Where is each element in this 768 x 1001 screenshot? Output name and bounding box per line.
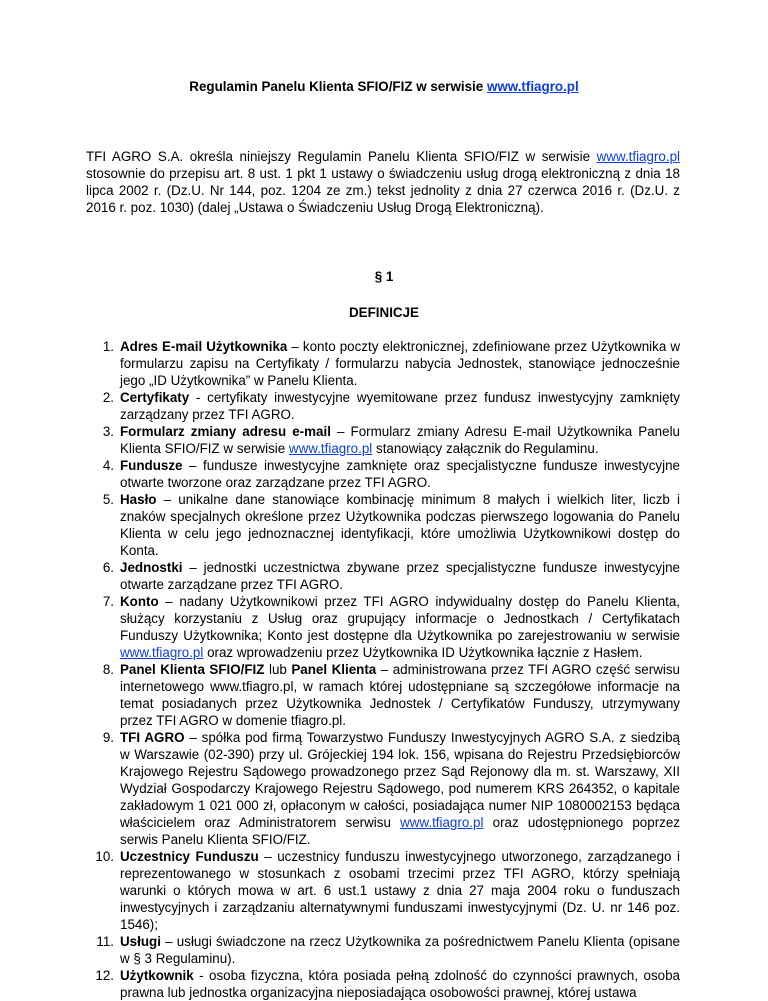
definitions-list [86, 338, 680, 1001]
definition-item: 5. Hasło – unikalne dane stanowiące kombinację minimum 8 małych i wielkich liter, liczb i znaków specjalnych określone przez Użytkownika podczas pierwszego logowania do Panelu Klienta w celu jego jednoznacznej identyfikacji, które umożliwia Użytkownikowi dostęp do Konta. [86, 491, 680, 559]
definition-term: Konto [120, 594, 159, 609]
intro-link[interactable]: www.tfiagro.pl [596, 149, 680, 164]
definition-term: Fundusze [120, 458, 183, 473]
item-number: 7. [102, 594, 114, 609]
title-link[interactable]: www.tfiagro.pl [486, 79, 579, 94]
item-number: 6. [102, 560, 114, 575]
item-number: 12. [95, 968, 114, 983]
section-number: § 1 [374, 269, 394, 284]
definition-term: Hasło [120, 492, 157, 507]
definition-term: Użytkownik [120, 968, 194, 983]
item-number: 5. [102, 492, 114, 507]
definition-term: Formularz zmiany adresu e-mail [120, 424, 331, 439]
item-number: 2. [102, 390, 114, 405]
definition-item: 9. TFI AGRO – spółka pod firmą Towarzystwo Funduszy Inwestycyjnych AGRO S.A. z siedzibą w Warszawie (02-390) przy ul. Grójeckiej 194 lok. 156, wpisana do Rejestru Przedsiębiorców Krajowego Rejestru Sądowego prowadzonego przez Sąd Rejonowy dla m. st. Warszawy, XII Wydział Gospodarczy Krajowego Rejestru Sądowego, pod numerem KRS 264352, o kapitale zakładowym 1 021 000 zł, opłaconym w całości, posiadająca numer NIP 1080002153 będąca właścicielem oraz Administratorem serwisu www.tfiagro.pl oraz udostępnionego poprzez serwis Panelu Klienta SFIO/FIZ. [86, 729, 680, 848]
definition-item: 8. Panel Klienta SFIO/FIZ lub Panel Klienta – administrowana przez TFI AGRO część serwisu internetowego www.tfiagro.pl, w ramach której udostępniane są szczegółowe informacje na temat posiadanych przez Użytkownika Jednostek / Certyfikatów Funduszy, utrzymywany przez TFI AGRO w domenie tfiagro.pl. [86, 661, 680, 729]
definition-item: 11. Usługi – usługi świadczone na rzecz Użytkownika za pośrednictwem Panelu Klienta (opisane w § 3 Regulaminu). [86, 933, 680, 967]
definition-item: 3. Formularz zmiany adresu e-mail – Formularz zmiany Adresu E-mail Użytkownika Panelu Klienta SFIO/FIZ w serwisie www.tfiagro.pl stanowiący załącznik do Regulaminu. [86, 423, 680, 457]
document-title: Regulamin Panelu Klienta SFIO/FIZ w serwisie www.tfiagro.pl [189, 79, 579, 94]
item-number: 4. [102, 458, 114, 473]
item-number: 1. [102, 339, 114, 354]
section-title: DEFINICJE [349, 305, 419, 320]
definition-term-alt: Panel Klienta [291, 662, 377, 677]
definition-term: TFI AGRO [120, 730, 185, 745]
definition-link[interactable]: www.tfiagro.pl [400, 815, 484, 830]
definition-term: Uczestnicy Funduszu [120, 849, 259, 864]
definition-term: Usługi [120, 934, 161, 949]
item-number: 9. [102, 730, 114, 745]
definition-link[interactable]: www.tfiagro.pl [120, 645, 204, 660]
definition-item: 4. Fundusze – fundusze inwestycyjne zamknięte oraz specjalistyczne fundusze inwestycyjne otwarte tworzone oraz zarządzane przez TFI AGRO. [86, 457, 680, 491]
definition-item: 12. Użytkownik - osoba fizyczna, która posiada pełną zdolność do czynności prawnych, osoba prawna lub jednostka organizacyjna nieposiadająca osobowości prawnej, której ustawa [86, 967, 680, 1001]
definition-item: 2. Certyfikaty - certyfikaty inwestycyjne wyemitowane przez fundusz inwestycyjny zamknięty zarządzany przez TFI AGRO. [86, 389, 680, 423]
item-number: 11. [96, 934, 114, 949]
definition-item: 1. Adres E-mail Użytkownika – konto poczty elektronicznej, zdefiniowane przez Użytkownika w formularzu zapisu na Certyfikaty / formularzu nabycia Jednostek, stanowiące jednocześnie jego „ID Użytkownika” w Panelu Klienta. [86, 338, 680, 389]
definition-item: 7. Konto – nadany Użytkownikowi przez TFI AGRO indywidualny dostęp do Panelu Klienta, służący korzystaniu z Usług oraz grupujący informacje o Jednostkach / Certyfikatach Funduszy Użytkownika; Konto jest dostępne dla Użytkownika po zarejestrowaniu w serwisie www.tfiagro.pl oraz wprowadzeniu przez Użytkownika ID Użytkownika łącznie z Hasłem. [86, 593, 680, 661]
intro-paragraph: TFI AGRO S.A. określa niniejszy Regulamin Panelu Klienta SFIO/FIZ w serwisie www.tfiagro.pl stosownie do przepisu art. 8 ust. 1 pkt 1 ustawy o świadczeniu usług drogą elektroniczną z dnia 18 lipca 2002 r. (Dz.U. Nr 144, poz. 1204 ze zm.) tekst jednolity z dnia 27 czerwca 2016 r. (Dz.U. z 2016 r. poz. 1030) (dalej „Ustawa o Świadczeniu Usług Drogą Elektroniczną). [86, 149, 680, 215]
definition-term: Panel Klienta SFIO/FIZ [120, 662, 265, 677]
item-number: 8. [102, 662, 114, 677]
definition-link[interactable]: www.tfiagro.pl [288, 441, 373, 456]
item-number: 10. [95, 849, 114, 864]
item-number: 3. [102, 424, 114, 439]
definition-item: 10. Uczestnicy Funduszu – uczestnicy funduszu inwestycyjnego utworzonego, zarządzanego i reprezentowanego w stosunkach z osobami trzecimi przez TFI AGRO, którzy spełniają warunki o których mowa w art. 6 ust.1 ustawy z dnia 27 maja 2004 roku o funduszach inwestycyjnych i zarządzaniu alternatywnymi funduszami inwestycyjnymi (Dz. U. nr 146 poz. 1546); [86, 848, 680, 933]
definition-item: 6. Jednostki – jednostki uczestnictwa zbywane przez specjalistyczne fundusze inwestycyjne otwarte zarządzane przez TFI AGRO. [86, 559, 680, 593]
definition-term: Adres E-mail Użytkownika [120, 339, 288, 354]
definition-term: Certyfikaty [120, 390, 190, 405]
definition-term: Jednostki [120, 560, 183, 575]
